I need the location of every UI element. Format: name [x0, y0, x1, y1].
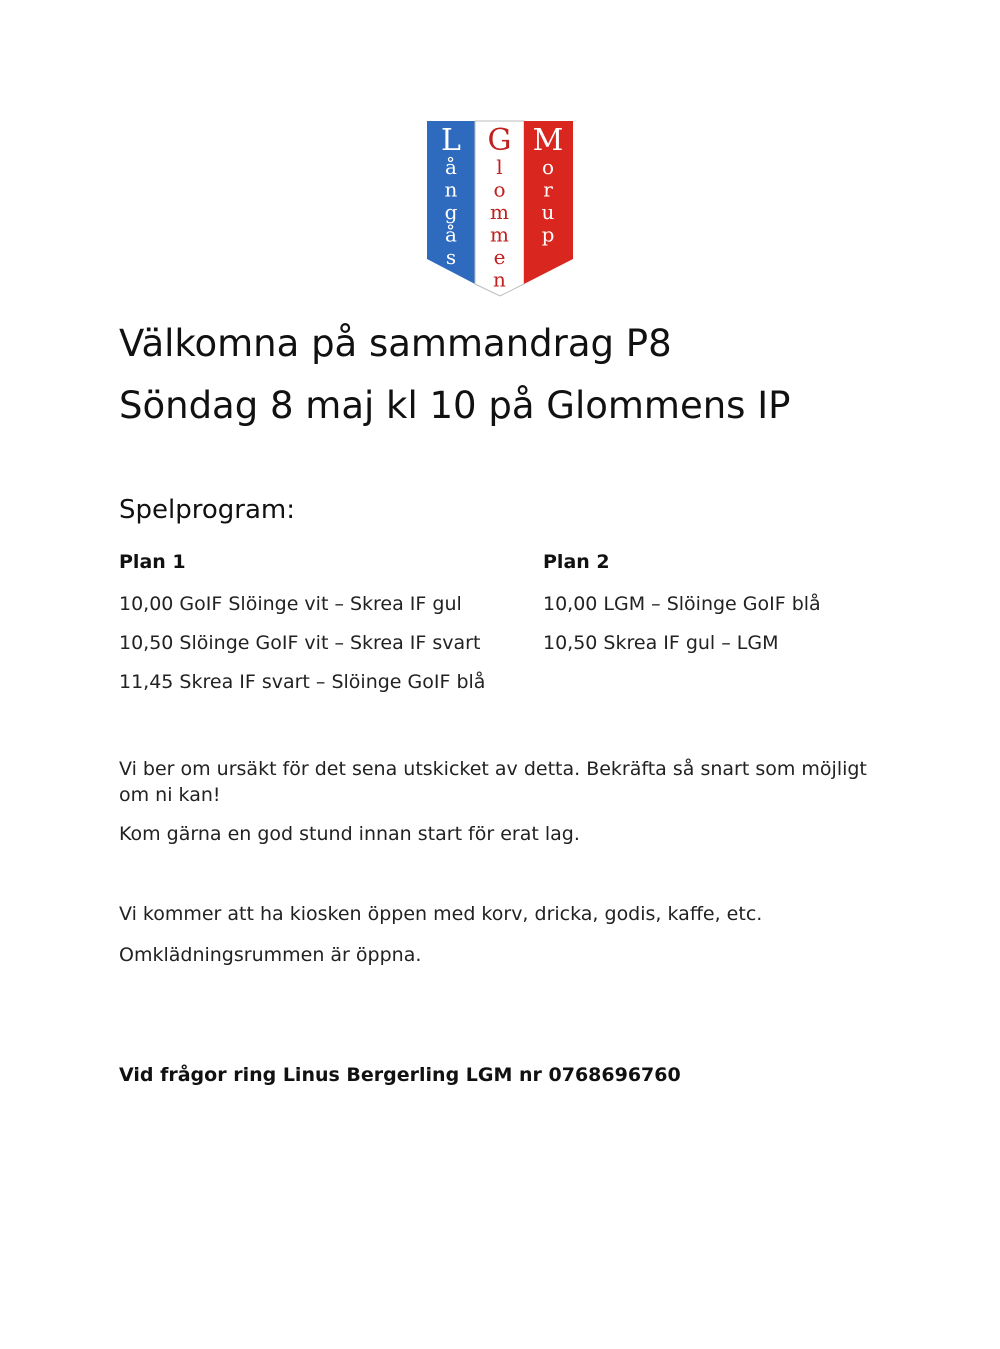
crest-letter-glommen: e: [493, 245, 506, 269]
crest-letter-langas: s: [445, 245, 457, 269]
kiosk-text: Vi kommer att ha kiosken öppen med korv, dricka, godis, kaffe, etc.: [119, 903, 763, 925]
crest-letter-morup: M: [532, 123, 564, 158]
crest-letter-glommen: l: [496, 155, 503, 179]
crest-letter-langas: L: [441, 123, 461, 158]
page-title: Välkomna på sammandrag P8: [119, 322, 672, 365]
crest-letter-glommen: n: [493, 267, 506, 292]
contact-info: Vid frågor ring Linus Bergerling LGM nr 0768696760: [119, 1064, 681, 1086]
crest-letter-morup: u: [541, 200, 555, 224]
club-crest-shield: [426, 120, 574, 298]
crest-letter-glommen: m: [490, 200, 509, 224]
crest-letter-langas: n: [444, 177, 458, 202]
match-row: 10,50 Slöinge GoIF vit – Skrea IF svart: [119, 632, 481, 654]
match-row: 11,45 Skrea IF svart – Slöinge GoIF blå: [119, 671, 486, 693]
arrival-text: Kom gärna en god stund innan start för erat lag.: [119, 823, 580, 845]
match-row: 10,50 Skrea IF gul – LGM: [543, 632, 779, 654]
apology-text: Vi ber om ursäkt för det sena utskicket av detta. Bekräfta så snart som möjligt om ni kan!: [119, 758, 867, 806]
crest-letter-morup: p: [541, 222, 555, 247]
crest-letter-langas: å: [445, 155, 457, 179]
plan-1-heading: Plan 1: [119, 551, 186, 573]
club-logo: [426, 120, 574, 298]
crest-letter-langas: å: [445, 222, 457, 247]
match-row: 10,00 GoIF Slöinge vit – Skrea IF gul: [119, 593, 462, 615]
plan-1-schedule: [119, 548, 485, 707]
changing-rooms-text: Omklädningsrummen är öppna.: [119, 944, 422, 966]
crest-letter-glommen: m: [490, 222, 509, 247]
schedule-heading: Spelprogram:: [119, 495, 295, 525]
plan-2-heading: Plan 2: [543, 551, 610, 573]
plan-2-schedule: [543, 548, 821, 668]
crest-letter-morup: r: [543, 177, 553, 202]
crest-letter-glommen: G: [487, 123, 512, 158]
event-date-location: Söndag 8 maj kl 10 på Glommens IP: [119, 384, 791, 427]
crest-letter-morup: o: [541, 155, 555, 179]
crest-letter-glommen: o: [493, 177, 506, 202]
match-row: 10,00 LGM – Slöinge GoIF blå: [543, 593, 821, 615]
crest-letter-langas: g: [444, 200, 458, 224]
